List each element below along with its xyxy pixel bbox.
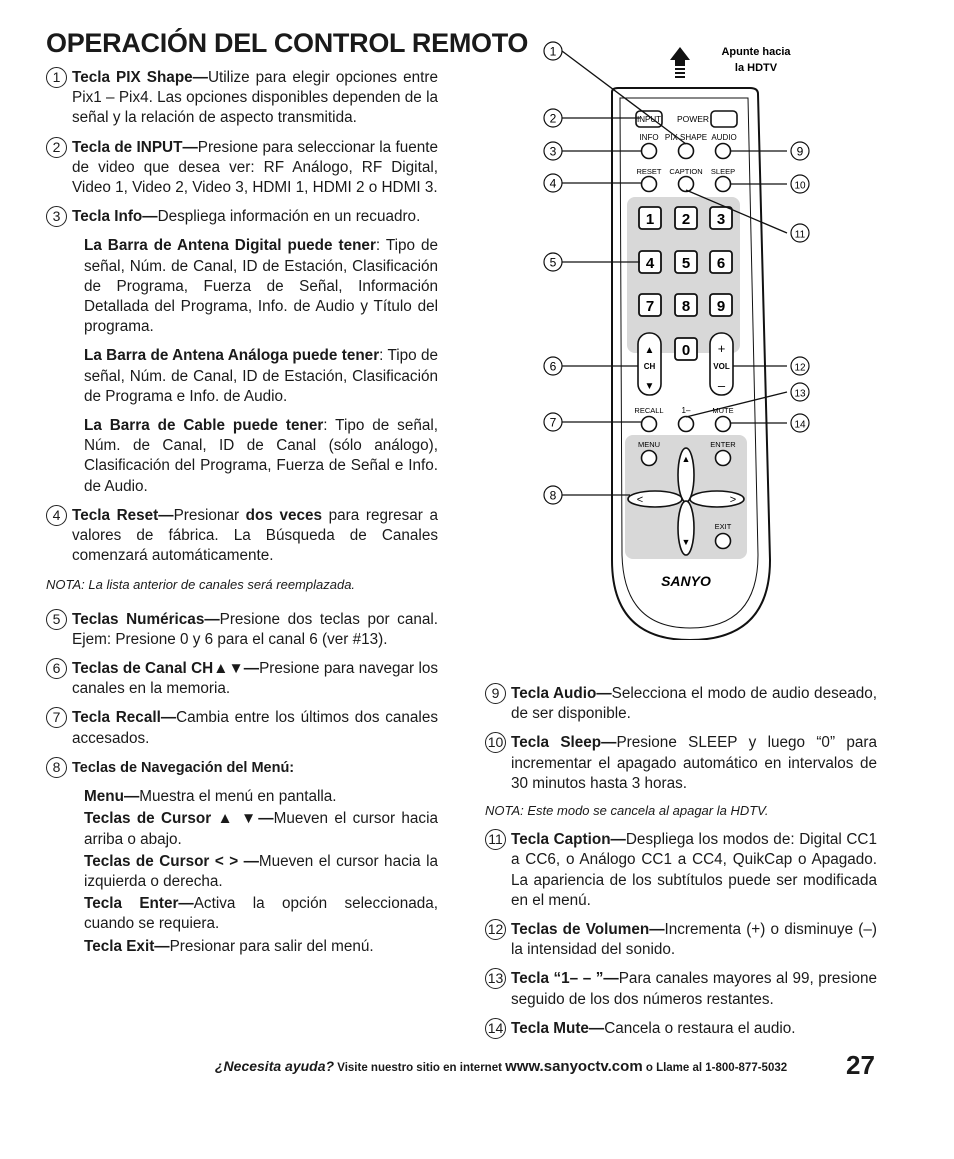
sub-key: Tecla Enter— [84,895,194,913]
item-bold: dos veces [245,506,323,524]
power-label: POWER [676,114,710,124]
sub-text: : Tipo de señal, Núm. de Canal, ID de Estación, Clasificación de Programa, Fuerza de Señal, Información Detallada del Programa, Info. de Audio y Título del programa. [84,237,439,336]
vol-minus-label: – [717,378,726,393]
sub-key: Teclas de Cursor ▲ ▼— [84,810,274,828]
reset-label: RESET [636,167,662,176]
item-text: Presione para seleccionar la fuente de video que desea ver: RF Análogo, RF Digital, Video 1, Video 2, Video 3, HDMI 1, HDMI 2 o HDMI 3. [72,138,438,197]
item [46,610,438,650]
callout-number: 13 [794,388,806,400]
svg-text:>: > [729,494,737,506]
item [46,207,438,227]
number-circle: 4 [46,505,67,526]
number-circle: 2 [46,137,67,158]
number-circle: 7 [46,707,67,728]
note [485,801,877,821]
digit-label: 6 [716,255,726,272]
pix-shape-label: PIX SHAPE [664,133,708,142]
item-text: Selecciona el modo de audio deseado, de ser disponible. [511,685,877,723]
item-key: Tecla Info— [72,208,158,226]
callout-number: 10 [794,180,806,192]
sub-key: La Barra de Antena Digital puede tener [84,237,376,255]
sub-key: Tecla Exit— [84,937,170,955]
enter-label: ENTER [710,440,736,449]
svg-text:▼: ▼ [681,537,691,547]
note-label: NOTA [485,803,521,819]
sub-text: Presionar para salir del menú. [169,937,374,955]
right-column [485,684,877,1048]
sub-key: La Barra de Cable puede tener [84,417,324,435]
input-label: INPUT [637,115,661,124]
note [46,575,438,595]
item-key: Tecla Mute— [511,1019,605,1037]
digit-label: 4 [645,255,655,272]
callout-number: 11 [794,229,806,241]
svg-text:▼: ▼ [644,381,655,392]
sub-text: Activa la opción seleccionada, cuando se requiera. [84,895,438,933]
item-key: Teclas de Navegación del Menú: [72,759,295,776]
item-key: Tecla Caption— [511,831,626,849]
sub-item [84,346,438,407]
svg-text:<: < [636,494,644,506]
number-circle: 8 [46,757,67,778]
arrow-up-icon [670,47,690,78]
item-text: para regresar a valores de fábrica. La Búsqueda de Canales comenzará automáticamente. [72,506,438,565]
note-text: : La lista anterior de canales será reemplazada. [81,577,356,593]
remote-control-illustration [540,40,840,640]
item [485,830,877,911]
item-text: Presione para navegar los canales en la memoria. [72,660,439,698]
sub-item [84,787,438,807]
aim-label: Apunte hacia [721,46,791,58]
number-circle: 12 [485,919,506,940]
item-text: Despliega los modos de: Digital CC1 a CC6, o Análogo CC1 a CC4, QuikCap o Apagado. La apariencia de los subtítulos puede ser modificada en el menú. [511,831,877,909]
item-key: Tecla Reset— [72,506,174,524]
callout-number: 9 [796,144,804,159]
sub-item [84,809,438,849]
sub-text: : Tipo de señal, Núm. de Canal, ID de Canal (sólo análogo), Clasificación del Programa, Fuerza de Señal e Info. de Audio. [84,417,439,495]
exit-label: EXIT [714,522,732,531]
item-text: Incrementa (+) o disminuye (–) la intensidad del sonido. [511,921,877,959]
callout-number: 12 [794,362,806,374]
item-text: Para canales mayores al 99, presione seguido de los dos números restantes. [511,970,877,1008]
page-title: OPERACIÓN DEL CONTROL REMOTO [46,28,529,58]
vol-label: VOL [713,362,730,371]
callout-number: 4 [549,176,557,191]
digit-label: 7 [645,298,655,315]
callout-number: 5 [549,255,557,270]
recall-label: RECALL [634,406,664,415]
brand-logo: SANYO [661,573,711,589]
callout-number: 3 [549,144,557,159]
item-text: Cambia entre los últimos dos canales accesados. [72,709,438,747]
callout-number: 6 [549,359,557,374]
number-circle: 10 [485,732,506,753]
sub-key: Teclas de Cursor < > — [84,852,259,870]
sub-text: Mueven el cursor hacia arriba o abajo. [84,810,438,848]
svg-text:▲: ▲ [681,454,691,464]
digit-label: 1 [645,211,655,228]
number-circle: 5 [46,609,67,630]
item [485,733,877,794]
callout-number: 2 [549,111,557,126]
item-text: Presione SLEEP y luego “0” para incrementar el apagado automático en intervalos de 30 minutos hasta 3 horas. [511,734,878,792]
callout-number: 1 [549,44,557,59]
phone-text: o Llame al 1-800-877-5032 [642,1062,788,1074]
digit-label: 5 [681,255,691,272]
number-circle: 11 [485,829,506,850]
number-circle: 1 [46,67,67,88]
sub-item [84,236,438,337]
digit-label: 8 [681,298,691,315]
item-key: Tecla PIX Shape— [72,69,208,86]
item-key: Teclas de Canal CH▲▼— [72,660,260,678]
vol-plus-label: + [717,341,726,356]
item-key: Tecla de INPUT— [72,138,198,156]
item-key: Tecla Recall— [72,709,177,727]
item [46,708,438,748]
dash-label: 1– [681,406,691,415]
sub-item [84,852,438,892]
svg-text:▲: ▲ [644,345,655,356]
mute-label: MUTE [712,406,734,415]
audio-label: AUDIO [711,133,737,142]
item-key: Teclas de Volumen— [511,921,665,939]
item [46,659,438,699]
item [485,1019,877,1039]
callout-number: 14 [794,419,806,431]
sub-item [84,937,438,957]
number-circle: 6 [46,658,67,679]
digit-label: 0 [681,342,691,359]
item-key: Tecla Audio— [511,685,612,702]
digit-label: 9 [716,298,726,315]
callout-number: 7 [549,415,557,430]
sub-item [84,416,438,497]
callout-number: 8 [549,488,557,503]
item-text: Utilize para elegir opciones entre Pix1 – Pix4. Las opciones disponibles dependen de la señal y la relación de aspecto transmitida. [72,69,438,127]
digit-label: 2 [681,211,691,228]
aim-label: la HDTV [734,62,778,74]
item-key: Tecla “1– – ”— [511,970,619,988]
sub-text: Muestra el menú en pantalla. [139,788,337,806]
item [46,138,438,199]
item-key: Teclas Numéricas— [72,610,220,628]
number-circle: 13 [485,968,506,989]
item-text: Presione dos teclas por canal. Ejem: Presione 0 y 6 para el canal 6 (ver #13). [72,610,438,648]
number-circle: 14 [485,1018,506,1039]
item-8 [46,758,438,778]
digit-label: 3 [716,211,726,228]
note-label: NOTA [46,577,82,593]
left-column [46,68,438,959]
item-key: Tecla Sleep— [511,734,617,752]
sub-key: La Barra de Antena Análoga puede tener [84,347,380,365]
number-circle: 3 [46,206,67,227]
number-circle: 9 [485,683,506,704]
visit-text: Visite nuestro sitio en internet [334,1062,506,1074]
item [46,68,438,129]
item-text: Presionar [173,506,246,524]
sleep-label: SLEEP [710,167,736,176]
item-text: Cancela o restaura el audio. [604,1019,796,1037]
item-text: Despliega información en un recuadro. [157,208,421,226]
page-number: 27 [846,1050,875,1080]
ch-label: CH [643,362,656,371]
info-label: INFO [639,133,659,142]
note-text: : Este modo se cancela al apagar la HDTV. [520,803,769,819]
footer [215,1058,787,1075]
sub-item [84,894,438,934]
item [485,969,877,1009]
caption-label: CAPTION [669,167,703,176]
item-4 [46,506,438,567]
website-link[interactable]: www.sanyoctv.com [505,1058,643,1075]
menu-label: MENU [637,440,661,449]
sub-text: Mueven el cursor hacia la izquierda o derecha. [84,852,438,890]
sub-key: Menu— [84,788,140,806]
help-text: ¿Necesita ayuda? [215,1058,335,1074]
sub-text: : Tipo de señal, Núm. de Canal, ID de Estación, Clasificación de Programa e Info. de Audio. [84,347,438,405]
item [485,920,877,960]
item [485,684,877,724]
